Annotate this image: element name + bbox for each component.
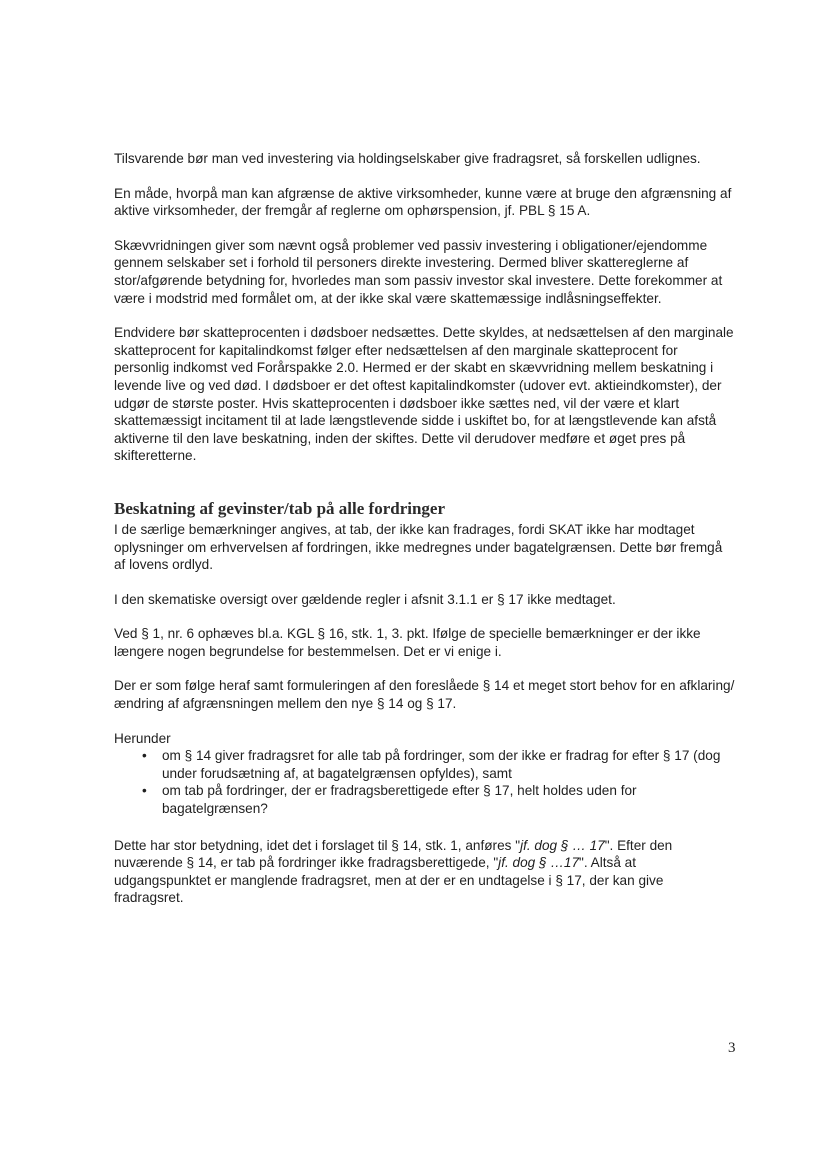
paragraph-stor-betydning [114, 837, 736, 907]
paragraph-holding-fradragsret: Tilsvarende bør man ved investering via holdingselskaber give fradragsret, så forskellen udlignes. [114, 151, 701, 166]
bullet-icon: • [142, 748, 147, 764]
paragraph-kgl-16: Ved § 1, nr. 6 ophæves bl.a. KGL § 16, stk. 1, 3. pkt. Ifølge de specielle bemærkninger er der ikke længere nogen begrundelse for bestemmelsen. Det er vi enige i. [114, 626, 701, 659]
paragraph-skaevvridning: Skævvridningen giver som nævnt også problemer ved passiv investering i obligationer/ejendomme gennem selskaber set i forhold til personers direkte investering. Dermed bliver skattereglerne af stor/afgørende betydning for, hvorledes man som passiv investor skal investere. Dette forekommer at være i modstrid med formålet om, at der ikke skal være skattemæssige indlåsningseffekter. [114, 237, 723, 306]
paragraph-afgraensning: Der er som følge heraf samt formuleringen af den foreslåede § 14 et meget stort behov for en afklaring/ændring af afgrænsningen mellem den nye § 14 og § 17. [114, 678, 735, 712]
document-body [114, 150, 736, 924]
final-quote-1: jf. dog § … 17 [520, 837, 605, 853]
bullet-list [114, 747, 736, 817]
herunder-label: Herunder [114, 730, 171, 746]
final-part-3: ". Altså at udgangspunktet er manglende fradragsret, men at der er en undtagelse i § 17, der kan give fradragsret. [114, 855, 664, 906]
section-heading: Beskatning af gevinster/tab på alle fordringer [114, 498, 446, 518]
list-item-text: om tab på fordringer, der er fradragsberettigede efter § 17, helt holdes uden for bagatelgrænsen? [162, 783, 637, 817]
paragraph-aktive-virksomheder: En måde, hvorpå man kan afgrænse de aktive virksomheder, kunne være at bruge den afgrænsning af aktive virksomheder, der fremgår af reglerne om ophørspension, jf. PBL § 15 A. [114, 185, 732, 219]
final-quote-2: jf. dog § …17 [498, 855, 580, 871]
paragraph-saerlige-bemaerkninger: I de særlige bemærkninger angives, at tab, der ikke kan fradrages, fordi SKAT ikke har modtaget oplysninger om erhvervelsen af fordringen, ikke medregnes under bagatelgrænsen. Dette bør fremgå af lovens ordlyd. [114, 521, 723, 573]
paragraph-doedsboer: Endvidere bør skatteprocenten i dødsboer nedsættes. Dette skyldes, at nedsættelsen af den marginale skatteprocent for kapitalindkomst følger efter nedsættelsen af den marginale skatteprocent for personlig indkomst ved Forårspakke 2.0. Hermed er der skabt en skævvridning mellem beskatning i levende live og ved død. I dødsboer er det oftest kapitalindkomster (udover evt. aktieindkomster), der udgør de største poster. Hvis skatteprocenten i dødsboer ikke sættes ned, vil der være et klart skattemæssigt incitament til at lade længstlevende sidde i uskiftet bo, for at længstlevende kan afstå aktiverne til den lave beskatning, inden der skiftes. Dette vil derudover medføre et øget pres på skifteretterne. [114, 325, 734, 464]
bullet-icon: • [142, 783, 147, 799]
list-item [142, 782, 736, 817]
final-part-1: Dette har stor betydning, idet det i forslaget til § 14, stk. 1, anføres " [114, 837, 521, 853]
final-part-2: ". Efter den nuværende § 14, er tab på fordringer ikke fradragsberettigede, " [114, 837, 673, 871]
paragraph-skematisk-oversigt: I den skematiske oversigt over gældende regler i afsnit 3.1.1 er § 17 ikke medtaget. [114, 591, 616, 607]
page-number: 3 [728, 1040, 736, 1056]
list-item-text: om § 14 giver fradragsret for alle tab på fordringer, som der ikke er fradrag for efter § 17 (dog under forudsætning af, at bagatelgrænsen opfyldes), samt [162, 748, 721, 781]
list-item [142, 747, 736, 782]
